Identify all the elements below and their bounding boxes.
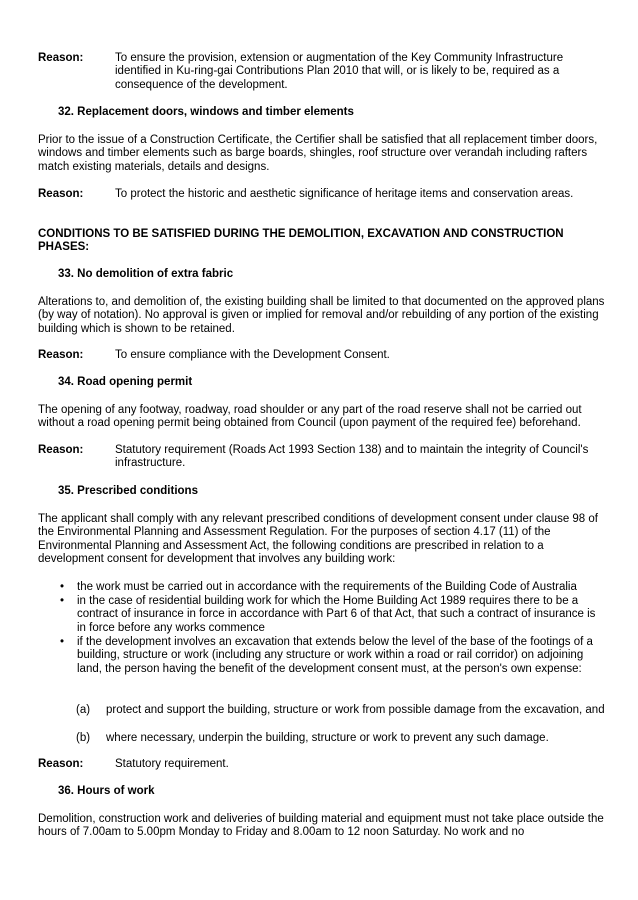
condition-heading-36: 36. Hours of work bbox=[58, 785, 155, 797]
reason-block bbox=[38, 349, 606, 362]
reason-text: To ensure the provision, extension or augmentation of the Key Community Infrastructure identified in Ku-ring-gai Contributions Plan 2010 that will, or is likely to be, required as a consequence of the development. bbox=[115, 52, 564, 91]
sub-list-label: (b) bbox=[76, 732, 91, 744]
reason-block bbox=[38, 444, 606, 471]
sub-list-text: protect and support the building, structure or work from possible damage from the excavation, and bbox=[106, 704, 605, 716]
condition-heading-35: 35. Prescribed conditions bbox=[58, 485, 198, 497]
list-item-text: if the development involves an excavation that extends below the level of the base of the footings of a building, structure or work (including any structure or work within a road or rail corridor) on adjoining land, the person having the benefit of the development consent must, at the person's own expense: bbox=[77, 636, 593, 675]
reason-label: Reason: bbox=[38, 758, 84, 770]
list-item-text: the work must be carried out in accordance with the requirements of the Building Code of Australia bbox=[77, 581, 577, 593]
condition-paragraph-32: Prior to the issue of a Construction Certificate, the Certifier shall be satisfied that all replacement timber doors, windows and timber elements such as barge boards, shingles, roof structure over verandah including rafters match existing materials, details and designs. bbox=[38, 134, 598, 173]
reason-text: Statutory requirement (Roads Act 1993 Section 138) and to maintain the integrity of Council's infrastructure. bbox=[115, 444, 589, 470]
bullet-symbol: • bbox=[60, 636, 65, 648]
sub-list-text: where necessary, underpin the building, structure or work to prevent any such damage. bbox=[106, 732, 549, 744]
condition-heading-33: 33. No demolition of extra fabric bbox=[58, 268, 234, 280]
condition-paragraph-35: The applicant shall comply with any relevant prescribed conditions of development consent under clause 98 of the Environmental Planning and Assessment Regulation. For the purposes of section 4.17 (11) of the Environmental Planning and Assessment Act, the following conditions are prescribed in relation to a development consent for development that involves any building work: bbox=[38, 513, 598, 566]
condition-paragraph-34: The opening of any footway, roadway, road shoulder or any part of the road reserve shall not be carried out without a road opening permit being obtained from Council (upon payment of the required fee) beforehand. bbox=[38, 404, 582, 430]
reason-text: Statutory requirement. bbox=[115, 758, 229, 770]
sub-list-item bbox=[76, 704, 606, 717]
bullet-symbol: • bbox=[60, 595, 65, 607]
bullet-symbol: • bbox=[60, 581, 65, 593]
reason-label: Reason: bbox=[38, 349, 84, 361]
sub-list-item bbox=[76, 732, 606, 745]
reason-block bbox=[38, 52, 606, 92]
reason-label: Reason: bbox=[38, 52, 84, 64]
reason-label: Reason: bbox=[38, 444, 84, 456]
reason-block bbox=[38, 188, 606, 201]
reason-block bbox=[38, 758, 606, 771]
reason-label: Reason: bbox=[38, 188, 84, 200]
reason-text: To protect the historic and aesthetic significance of heritage items and conservation areas. bbox=[115, 188, 574, 200]
condition-paragraph-36: Demolition, construction work and deliveries of building material and equipment must not take place outside the hours of 7.00am to 5.00pm Monday to Friday and 8.00am to 12 noon Saturday. No work and no bbox=[38, 813, 604, 839]
condition-paragraph-33: Alterations to, and demolition of, the existing building shall be limited to that documented on the approved plans (by way of notation). No approval is given or implied for removal and/or rebuilding of any portion of the existing building which is shown to be retained. bbox=[38, 296, 605, 335]
sub-list-label: (a) bbox=[76, 704, 91, 716]
condition-heading-34: 34. Road opening permit bbox=[58, 376, 193, 388]
list-item-text: in the case of residential building work for which the Home Building Act 1989 requires there to be a contract of insurance in force in accordance with Part 6 of that Act, that such a contract of insurance is in force before any works commence bbox=[77, 595, 596, 634]
condition-heading-32: 32. Replacement doors, windows and timber elements bbox=[58, 106, 354, 118]
reason-text: To ensure compliance with the Development Consent. bbox=[115, 349, 390, 361]
section-title: CONDITIONS TO BE SATISFIED DURING THE DEMOLITION, EXCAVATION AND CONSTRUCTION PHASES: bbox=[38, 228, 564, 254]
